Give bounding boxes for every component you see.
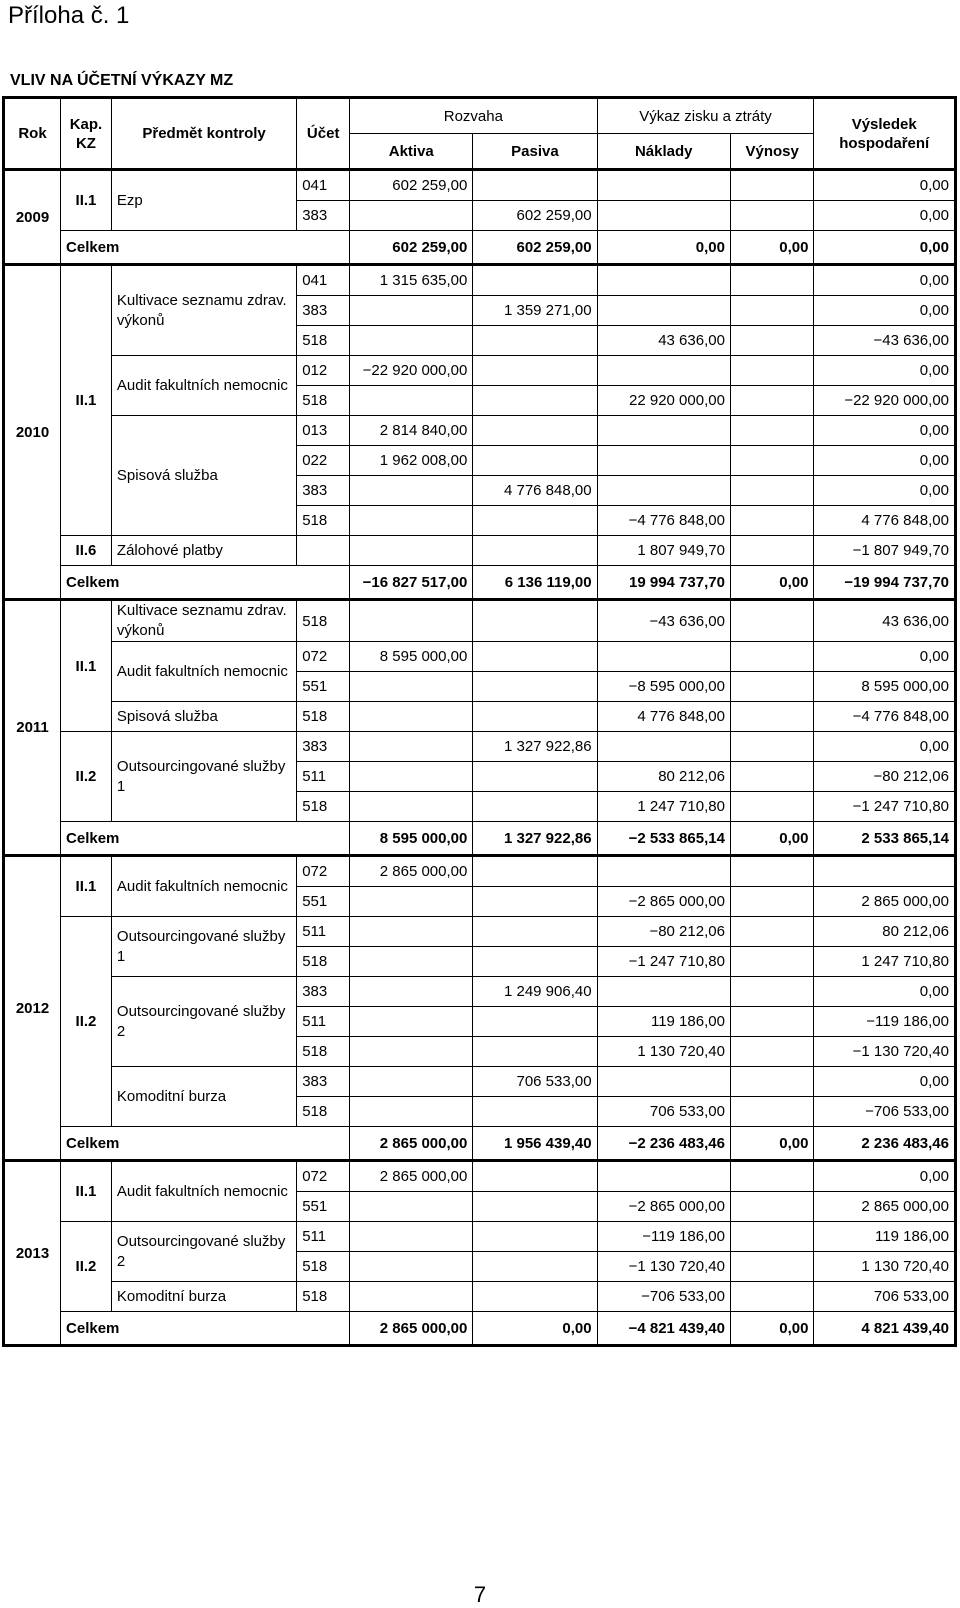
aktiva-cell: 602 259,00	[350, 170, 473, 201]
vysledek-cell: 1 130 720,40	[814, 1252, 956, 1282]
vysledek-cell: 1 247 710,80	[814, 947, 956, 977]
table-title: VLIV NA ÚČETNÍ VÝKAZY MZ	[10, 72, 234, 89]
pasiva-cell	[473, 672, 597, 702]
naklady-cell: 80 212,06	[597, 762, 730, 792]
vynosy-cell	[730, 476, 814, 506]
header-aktiva: Aktiva	[350, 134, 473, 170]
account-cell: 518	[297, 386, 350, 416]
vysledek-cell: 4 776 848,00	[814, 506, 956, 536]
vynosy-cell	[730, 1282, 814, 1312]
naklady-cell: −2 865 000,00	[597, 887, 730, 917]
vynosy-cell	[730, 762, 814, 792]
pasiva-cell	[473, 1192, 597, 1222]
pasiva-cell: 706 533,00	[473, 1067, 597, 1097]
account-cell: 511	[297, 1222, 350, 1252]
account-cell: 383	[297, 1067, 350, 1097]
total-label: Celkem	[61, 1312, 350, 1346]
naklady-cell: −4 776 848,00	[597, 506, 730, 536]
subject-cell: Kultivace seznamu zdrav. výkonů	[111, 265, 296, 356]
aktiva-cell	[350, 326, 473, 356]
total-pasiva: 1 956 439,40	[473, 1127, 597, 1161]
pasiva-cell	[473, 856, 597, 887]
kap-cell: II.2	[61, 1222, 112, 1312]
naklady-cell: −119 186,00	[597, 1222, 730, 1252]
year-cell: 2009	[4, 170, 61, 265]
total-label: Celkem	[61, 1127, 350, 1161]
table-row	[4, 1282, 956, 1312]
pasiva-cell	[473, 506, 597, 536]
aktiva-cell	[350, 386, 473, 416]
vynosy-cell	[730, 446, 814, 476]
vysledek-cell: 119 186,00	[814, 1222, 956, 1252]
header-ucet: Účet	[297, 98, 350, 170]
naklady-cell: 1 130 720,40	[597, 1037, 730, 1067]
table-row	[4, 917, 956, 947]
vynosy-cell	[730, 600, 814, 642]
header-pasiva: Pasiva	[473, 134, 597, 170]
naklady-cell	[597, 296, 730, 326]
naklady-cell: 1 247 710,80	[597, 792, 730, 822]
account-cell: 383	[297, 977, 350, 1007]
aktiva-cell	[350, 917, 473, 947]
subject-cell: Audit fakultních nemocnic	[111, 642, 296, 702]
naklady-cell	[597, 265, 730, 296]
kap-cell: II.1	[61, 170, 112, 231]
pasiva-cell	[473, 702, 597, 732]
vynosy-cell	[730, 265, 814, 296]
aktiva-cell: 1 962 008,00	[350, 446, 473, 476]
total-vynosy: 0,00	[730, 566, 814, 600]
vynosy-cell	[730, 1252, 814, 1282]
kap-cell: II.1	[61, 1161, 112, 1222]
vynosy-cell	[730, 1067, 814, 1097]
aktiva-cell: −22 920 000,00	[350, 356, 473, 386]
table-row	[4, 265, 956, 296]
account-cell: 518	[297, 506, 350, 536]
aktiva-cell	[350, 1097, 473, 1127]
vysledek-cell: 0,00	[814, 732, 956, 762]
naklady-cell: 1 807 949,70	[597, 536, 730, 566]
account-cell: 041	[297, 170, 350, 201]
vynosy-cell	[730, 887, 814, 917]
aktiva-cell	[350, 1222, 473, 1252]
pasiva-cell: 602 259,00	[473, 201, 597, 231]
pasiva-cell	[473, 917, 597, 947]
vynosy-cell	[730, 1222, 814, 1252]
pasiva-cell	[473, 887, 597, 917]
subject-cell: Audit fakultních nemocnic	[111, 856, 296, 917]
pasiva-cell	[473, 170, 597, 201]
vysledek-cell: 0,00	[814, 446, 956, 476]
account-cell: 013	[297, 416, 350, 446]
vynosy-cell	[730, 296, 814, 326]
vynosy-cell	[730, 1192, 814, 1222]
total-aktiva: 8 595 000,00	[350, 822, 473, 856]
vysledek-cell: −80 212,06	[814, 762, 956, 792]
aktiva-cell	[350, 1282, 473, 1312]
pasiva-cell	[473, 446, 597, 476]
vysledek-cell	[814, 856, 956, 887]
total-vynosy: 0,00	[730, 231, 814, 265]
pasiva-cell	[473, 386, 597, 416]
pasiva-cell	[473, 792, 597, 822]
subject-cell: Spisová služba	[111, 416, 296, 536]
header-kap: Kap. KZ	[61, 98, 112, 170]
total-naklady: 19 994 737,70	[597, 566, 730, 600]
naklady-cell	[597, 732, 730, 762]
vynosy-cell	[730, 732, 814, 762]
vynosy-cell	[730, 642, 814, 672]
aktiva-cell: 1 315 635,00	[350, 265, 473, 296]
account-cell: 551	[297, 887, 350, 917]
total-row	[4, 822, 956, 856]
pasiva-cell	[473, 536, 597, 566]
subject-cell: Komoditní burza	[111, 1282, 296, 1312]
total-pasiva: 602 259,00	[473, 231, 597, 265]
aktiva-cell	[350, 600, 473, 642]
header-rok: Rok	[4, 98, 61, 170]
total-row	[4, 231, 956, 265]
account-cell: 072	[297, 642, 350, 672]
total-naklady: −4 821 439,40	[597, 1312, 730, 1346]
vysledek-cell: −1 247 710,80	[814, 792, 956, 822]
vynosy-cell	[730, 506, 814, 536]
account-cell: 551	[297, 672, 350, 702]
total-aktiva: −16 827 517,00	[350, 566, 473, 600]
vysledek-cell: 0,00	[814, 416, 956, 446]
table-row	[4, 416, 956, 446]
vynosy-cell	[730, 1161, 814, 1192]
pasiva-cell	[473, 1252, 597, 1282]
naklady-cell	[597, 1161, 730, 1192]
vysledek-cell: −706 533,00	[814, 1097, 956, 1127]
account-cell: 518	[297, 1282, 350, 1312]
vynosy-cell	[730, 326, 814, 356]
vynosy-cell	[730, 792, 814, 822]
vysledek-cell: 0,00	[814, 265, 956, 296]
naklady-cell	[597, 416, 730, 446]
vysledek-cell: 80 212,06	[814, 917, 956, 947]
table-row	[4, 356, 956, 386]
pasiva-cell	[473, 416, 597, 446]
vysledek-cell: −43 636,00	[814, 326, 956, 356]
table-row	[4, 702, 956, 732]
pasiva-cell	[473, 600, 597, 642]
vysledek-cell: 0,00	[814, 642, 956, 672]
vysledek-cell: 0,00	[814, 1067, 956, 1097]
pasiva-cell: 4 776 848,00	[473, 476, 597, 506]
naklady-cell	[597, 1067, 730, 1097]
vynosy-cell	[730, 1007, 814, 1037]
aktiva-cell	[350, 506, 473, 536]
kap-cell: II.2	[61, 917, 112, 1127]
pasiva-cell	[473, 265, 597, 296]
account-cell: 518	[297, 326, 350, 356]
header-predmet: Předmět kontroly	[111, 98, 296, 170]
naklady-cell: −1 247 710,80	[597, 947, 730, 977]
pasiva-cell	[473, 1161, 597, 1192]
table-row	[4, 977, 956, 1007]
aktiva-cell: 8 595 000,00	[350, 642, 473, 672]
total-aktiva: 2 865 000,00	[350, 1312, 473, 1346]
account-cell: 511	[297, 917, 350, 947]
account-cell: 518	[297, 792, 350, 822]
table-row	[4, 536, 956, 566]
subject-cell: Outsourcingované služby 1	[111, 732, 296, 822]
total-vynosy: 0,00	[730, 822, 814, 856]
vynosy-cell	[730, 201, 814, 231]
subject-cell: Spisová služba	[111, 702, 296, 732]
total-pasiva: 6 136 119,00	[473, 566, 597, 600]
vynosy-cell	[730, 356, 814, 386]
vynosy-cell	[730, 536, 814, 566]
total-vysledek: 0,00	[814, 231, 956, 265]
total-aktiva: 2 865 000,00	[350, 1127, 473, 1161]
vysledek-cell: 0,00	[814, 977, 956, 1007]
vynosy-cell	[730, 917, 814, 947]
year-cell: 2011	[4, 600, 61, 856]
naklady-cell: −43 636,00	[597, 600, 730, 642]
vynosy-cell	[730, 170, 814, 201]
pasiva-cell	[473, 356, 597, 386]
total-naklady: −2 236 483,46	[597, 1127, 730, 1161]
aktiva-cell	[350, 732, 473, 762]
total-vysledek: −19 994 737,70	[814, 566, 956, 600]
vysledek-cell: 8 595 000,00	[814, 672, 956, 702]
aktiva-cell: 2 865 000,00	[350, 1161, 473, 1192]
subject-cell: Outsourcingované služby 2	[111, 977, 296, 1067]
account-cell: 551	[297, 1192, 350, 1222]
aktiva-cell: 2 814 840,00	[350, 416, 473, 446]
vysledek-cell: 43 636,00	[814, 600, 956, 642]
vysledek-cell: 0,00	[814, 296, 956, 326]
total-vysledek: 4 821 439,40	[814, 1312, 956, 1346]
subject-cell: Audit fakultních nemocnic	[111, 1161, 296, 1222]
pasiva-cell	[473, 642, 597, 672]
account-cell: 511	[297, 1007, 350, 1037]
aktiva-cell	[350, 1067, 473, 1097]
vynosy-cell	[730, 672, 814, 702]
subject-cell: Outsourcingované služby 2	[111, 1222, 296, 1282]
table-row	[4, 1222, 956, 1252]
table-row	[4, 1067, 956, 1097]
total-vynosy: 0,00	[730, 1127, 814, 1161]
total-pasiva: 0,00	[473, 1312, 597, 1346]
vysledek-cell: 0,00	[814, 476, 956, 506]
header-vynosy: Výnosy	[730, 134, 814, 170]
table-row	[4, 732, 956, 762]
kap-cell: II.1	[61, 856, 112, 917]
pasiva-cell	[473, 326, 597, 356]
account-cell: 383	[297, 476, 350, 506]
total-row	[4, 1127, 956, 1161]
account-cell: 511	[297, 762, 350, 792]
pasiva-cell	[473, 1007, 597, 1037]
table-row	[4, 642, 956, 672]
naklady-cell	[597, 977, 730, 1007]
vynosy-cell	[730, 386, 814, 416]
account-cell: 041	[297, 265, 350, 296]
kap-cell: II.1	[61, 265, 112, 536]
subject-cell: Komoditní burza	[111, 1067, 296, 1127]
vysledek-cell: 706 533,00	[814, 1282, 956, 1312]
vysledek-cell: −22 920 000,00	[814, 386, 956, 416]
naklady-cell	[597, 856, 730, 887]
aktiva-cell	[350, 201, 473, 231]
header-vzz: Výkaz zisku a ztráty	[597, 98, 814, 134]
total-vynosy: 0,00	[730, 1312, 814, 1346]
vysledek-cell: 0,00	[814, 356, 956, 386]
account-cell: 072	[297, 1161, 350, 1192]
total-label: Celkem	[61, 231, 350, 265]
table-row	[4, 600, 956, 642]
vysledek-cell: −4 776 848,00	[814, 702, 956, 732]
aktiva-cell	[350, 887, 473, 917]
account-cell: 518	[297, 947, 350, 977]
aktiva-cell	[350, 1007, 473, 1037]
naklady-cell	[597, 446, 730, 476]
account-cell: 012	[297, 356, 350, 386]
subject-cell: Audit fakultních nemocnic	[111, 356, 296, 416]
impact-table	[2, 96, 957, 1347]
kap-cell: II.1	[61, 600, 112, 732]
naklady-cell: −2 865 000,00	[597, 1192, 730, 1222]
total-vysledek: 2 533 865,14	[814, 822, 956, 856]
table-row	[4, 1161, 956, 1192]
naklady-cell: −8 595 000,00	[597, 672, 730, 702]
account-cell: 383	[297, 296, 350, 326]
total-naklady: −2 533 865,14	[597, 822, 730, 856]
naklady-cell	[597, 642, 730, 672]
naklady-cell: −80 212,06	[597, 917, 730, 947]
account-cell: 383	[297, 732, 350, 762]
total-row	[4, 566, 956, 600]
page-heading: Příloha č. 1	[8, 2, 130, 29]
vynosy-cell	[730, 1037, 814, 1067]
aktiva-cell	[350, 536, 473, 566]
account-cell: 383	[297, 201, 350, 231]
account-cell: 518	[297, 1097, 350, 1127]
aktiva-cell	[350, 476, 473, 506]
subject-cell: Zálohové platby	[111, 536, 296, 566]
naklady-cell	[597, 356, 730, 386]
total-label: Celkem	[61, 822, 350, 856]
subject-cell: Outsourcingované služby 1	[111, 917, 296, 977]
vysledek-cell: 0,00	[814, 1161, 956, 1192]
pasiva-cell	[473, 1097, 597, 1127]
pasiva-cell: 1 249 906,40	[473, 977, 597, 1007]
naklady-cell: 43 636,00	[597, 326, 730, 356]
naklady-cell: 4 776 848,00	[597, 702, 730, 732]
pasiva-cell: 1 327 922,86	[473, 732, 597, 762]
naklady-cell: −1 130 720,40	[597, 1252, 730, 1282]
aktiva-cell: 2 865 000,00	[350, 856, 473, 887]
naklady-cell: 119 186,00	[597, 1007, 730, 1037]
vynosy-cell	[730, 947, 814, 977]
account-cell: 022	[297, 446, 350, 476]
aktiva-cell	[350, 702, 473, 732]
year-cell: 2010	[4, 265, 61, 600]
pasiva-cell	[473, 762, 597, 792]
naklady-cell	[597, 476, 730, 506]
total-row	[4, 1312, 956, 1346]
pasiva-cell	[473, 1037, 597, 1067]
account-cell: 518	[297, 600, 350, 642]
total-vysledek: 2 236 483,46	[814, 1127, 956, 1161]
aktiva-cell	[350, 977, 473, 1007]
naklady-cell	[597, 170, 730, 201]
vynosy-cell	[730, 416, 814, 446]
naklady-cell: −706 533,00	[597, 1282, 730, 1312]
kap-cell: II.6	[61, 536, 112, 566]
vynosy-cell	[730, 856, 814, 887]
account-cell: 518	[297, 1037, 350, 1067]
aktiva-cell	[350, 1252, 473, 1282]
header-naklady: Náklady	[597, 134, 730, 170]
page-number: 7	[473, 1582, 487, 1607]
vysledek-cell: 2 865 000,00	[814, 887, 956, 917]
year-cell: 2012	[4, 856, 61, 1161]
table-row	[4, 856, 956, 887]
vysledek-cell: 0,00	[814, 201, 956, 231]
aktiva-cell	[350, 1192, 473, 1222]
aktiva-cell	[350, 672, 473, 702]
account-cell: 072	[297, 856, 350, 887]
account-cell	[297, 536, 350, 566]
aktiva-cell	[350, 762, 473, 792]
aktiva-cell	[350, 296, 473, 326]
vynosy-cell	[730, 702, 814, 732]
header-vysledek: Výsledek hospodaření	[814, 98, 956, 170]
account-cell: 518	[297, 702, 350, 732]
pasiva-cell: 1 359 271,00	[473, 296, 597, 326]
vysledek-cell: 0,00	[814, 170, 956, 201]
total-naklady: 0,00	[597, 231, 730, 265]
pasiva-cell	[473, 947, 597, 977]
header-row-1	[4, 98, 956, 134]
year-cell: 2013	[4, 1161, 61, 1346]
vysledek-cell: 2 865 000,00	[814, 1192, 956, 1222]
subject-cell: Kultivace seznamu zdrav. výkonů	[111, 600, 296, 642]
pasiva-cell	[473, 1222, 597, 1252]
total-label: Celkem	[61, 566, 350, 600]
vynosy-cell	[730, 977, 814, 1007]
total-pasiva: 1 327 922,86	[473, 822, 597, 856]
aktiva-cell	[350, 792, 473, 822]
vysledek-cell: −119 186,00	[814, 1007, 956, 1037]
naklady-cell: 22 920 000,00	[597, 386, 730, 416]
naklady-cell	[597, 201, 730, 231]
total-aktiva: 602 259,00	[350, 231, 473, 265]
pasiva-cell	[473, 1282, 597, 1312]
header-rozvaha: Rozvaha	[350, 98, 597, 134]
aktiva-cell	[350, 1037, 473, 1067]
vynosy-cell	[730, 1097, 814, 1127]
naklady-cell: 706 533,00	[597, 1097, 730, 1127]
account-cell: 518	[297, 1252, 350, 1282]
table-row	[4, 170, 956, 201]
vysledek-cell: −1 807 949,70	[814, 536, 956, 566]
subject-cell: Ezp	[111, 170, 296, 231]
vysledek-cell: −1 130 720,40	[814, 1037, 956, 1067]
kap-cell: II.2	[61, 732, 112, 822]
aktiva-cell	[350, 947, 473, 977]
